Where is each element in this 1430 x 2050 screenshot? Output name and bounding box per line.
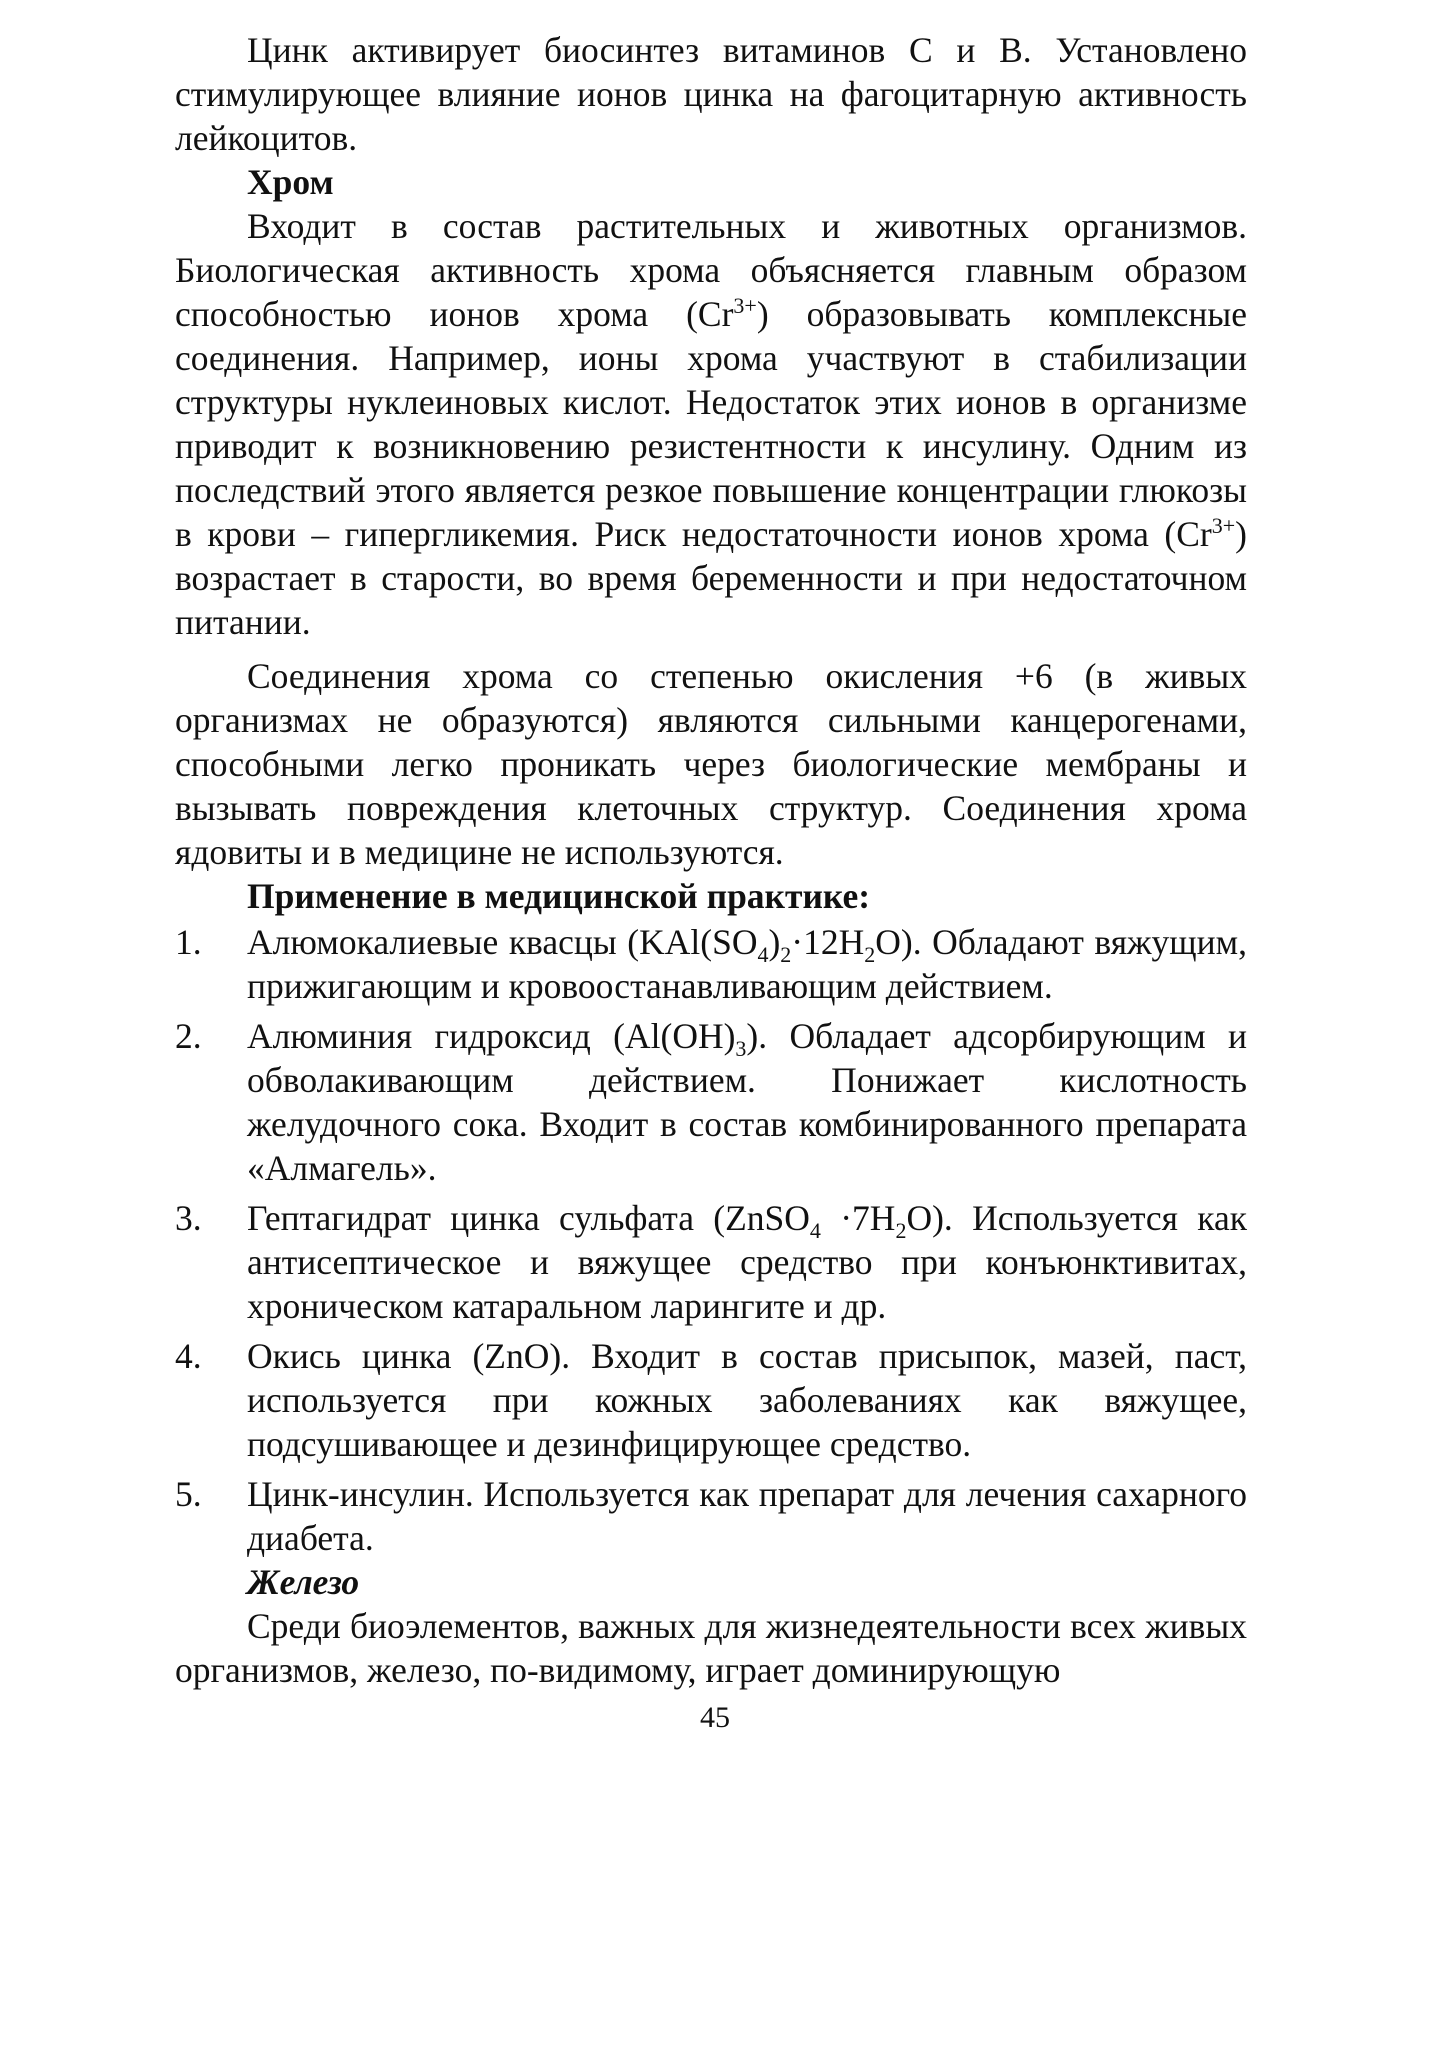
alum-formula-part-1: Алюмокалиевые квасцы (KAl(SO: [247, 922, 758, 962]
paragraph-chrome-biology: [175, 204, 1247, 644]
list-item-text: Цинк-инсулин. Используется как препарат для лечения сахарного диабета.: [247, 1474, 1247, 1558]
sulfate-formula-part-2: ·7H: [820, 1198, 896, 1238]
sulfate-description: O). Используется как антисептическое и вяжущее средство при конъюнктивитах, хроническом катаральном ларингите и др.: [247, 1198, 1248, 1326]
sulfate-formula-part-1: Гептагидрат цинка сульфата (ZnSO: [247, 1198, 810, 1238]
chrome-text-part-2: ) образовывать комплексные соединения. Например, ионы хрома участвуют в стабилизации структуры нуклеиновых кислот. Недостаток этих ионов в организме приводит к возникновению резистентности к инсулину. Одним из последствий этого является резкое повышение концентрации глюкозы в крови – гипергликемия. Риск недостаточности ионов хрома (Cr: [175, 294, 1247, 554]
list-item-text: [247, 920, 1247, 1008]
sulfate-subscript-1: 4: [809, 1218, 821, 1244]
list-item-text: Окись цинка (ZnO). Входит в состав присыпок, мазей, паст, используется при кожных заболеваниях как вяжущее, подсушивающее и дезинфицирующее средство.: [247, 1336, 1247, 1464]
alum-subscript-2: 2: [780, 942, 792, 968]
alum-formula-part-3: ·12H: [791, 922, 865, 962]
alum-subscript-1: 4: [757, 942, 769, 968]
list-item-text: [247, 1196, 1247, 1328]
chrome-text-part-3: ) возрастает в старости, во время беременности и при недостаточном питании.: [175, 514, 1247, 642]
hydroxide-description: ). Обладает адсорбирующим и обволакивающим действием. Понижает кислотность желудочного сока. Входит в состав комбинированного препарата «Алмагель».: [247, 1016, 1248, 1188]
list-item-text: [247, 1014, 1247, 1190]
page-content: [175, 28, 1247, 1692]
page-number: 45: [700, 1701, 730, 1734]
alum-formula-part-2: ): [768, 922, 781, 962]
list-item: [175, 1196, 1247, 1328]
chrome-text-part-1: Входит в состав растительных и животных организмов. Биологическая активность хрома объясняется главным образом способностью ионов хрома (Cr: [175, 206, 1247, 334]
sulfate-subscript-2: 2: [895, 1218, 907, 1244]
medical-use-list: [175, 920, 1247, 1560]
list-item-number: 5.: [175, 1474, 202, 1514]
alum-subscript-3: 2: [864, 942, 876, 968]
alum-description: O). Обладают вяжущим, прижигающим и кровоостанавливающим действием.: [247, 922, 1247, 1006]
heading-chrome: Хром: [247, 162, 334, 202]
list-item-number: 3.: [175, 1198, 202, 1238]
list-item: [175, 1014, 1247, 1190]
chrome-charge-2: 3+: [1211, 513, 1236, 539]
list-item-number: 1.: [175, 922, 202, 962]
list-item-number: 4.: [175, 1336, 202, 1376]
hydroxide-formula-part-1: Алюминия гидроксид (Al(OH): [247, 1016, 736, 1056]
paragraph-chrome-toxicity: Соединения хрома со степенью окисления +6 (в живых организмах не образуются) являются сильными канцерогенами, способными легко проникать через биологические мембраны и вызывать повреждения клеточных структур. Соединения хрома ядовиты и в медицине не используются.: [175, 656, 1247, 872]
list-item-number: 2.: [175, 1016, 202, 1056]
paragraph-iron: Среди биоэлементов, важных для жизнедеятельности всех живых организмов, железо, по-видимому, играет доминирующую: [175, 1606, 1247, 1690]
heading-medical-practice: Применение в медицинской практике:: [247, 876, 871, 916]
hydroxide-subscript: 3: [735, 1036, 747, 1062]
list-item: [175, 920, 1247, 1008]
heading-iron: Железо: [247, 1562, 360, 1602]
list-item: [175, 1472, 1247, 1560]
list-item: [175, 1334, 1247, 1466]
chrome-charge-1: 3+: [733, 293, 757, 319]
paragraph-zinc-vitamins: Цинк активирует биосинтез витаминов С и В. Установлено стимулирующее влияние ионов цинка на фагоцитарную активность лейкоцитов.: [175, 30, 1247, 158]
